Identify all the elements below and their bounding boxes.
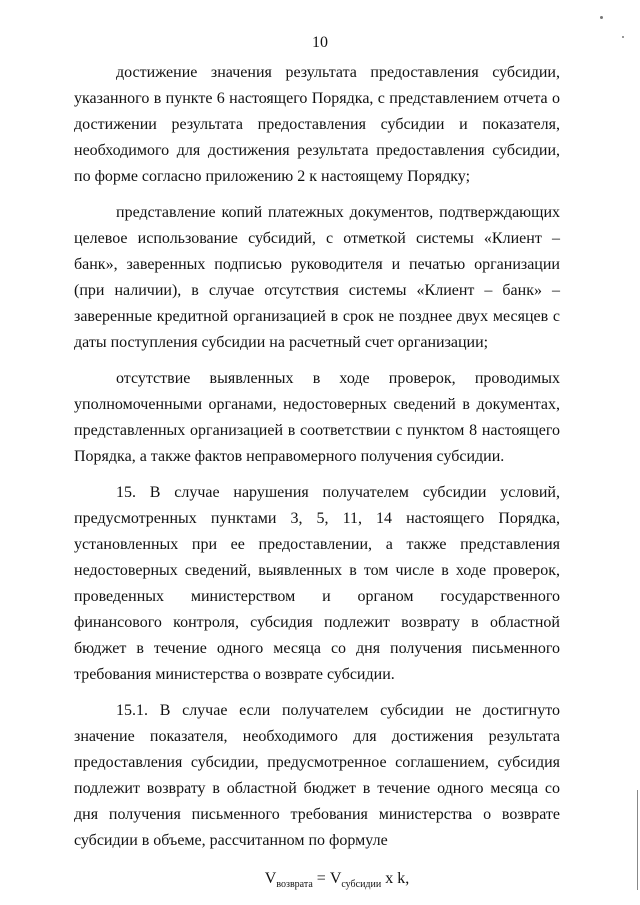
scan-speck	[600, 16, 603, 19]
refund-formula	[74, 866, 560, 898]
paragraph-payment-documents: представление копий платежных документов, подтверждающих целевое использование субсидий, с отметкой системы «Клиент – банк», заверенных подписью руководителя и печатью организации (при наличии), в случае отсутствия системы «Клиент – банк» – заверенные кредитной организацией в срок не позднее двух месяцев с даты поступления субсидии на расчетный счет организации;	[74, 204, 560, 351]
formula-tail: x k,	[381, 870, 410, 887]
formula-rhs: V	[329, 870, 342, 887]
paragraph-no-violations: отсутствие выявленных в ходе проверок, проводимых уполномоченными органами, недостоверных сведений в документах, представленных организацией в соответствии с пунктом 8 настоящего Порядка, а также фактов неправомерного получения субсидии.	[74, 370, 560, 465]
page-number: 10	[312, 34, 328, 51]
formula-lhs: V	[264, 870, 277, 887]
formula-equals: =	[312, 870, 330, 887]
paragraph-section-15: 15. В случае нарушения получателем субсидии условий, предусмотренных пунктами 3, 5, 11, 14 настоящего Порядка, установленных при ее предоставлении, а также представления недостоверных сведений, выявленных в том числе в ходе проверок, проведенных министерством и органом государственного финансового контроля, субсидия подлежит возврату в областной бюджет в течение одного месяца со дня получения письменного требования министерства о возврате субсидии.	[74, 484, 560, 683]
document-body	[74, 60, 560, 898]
paragraph-achievement-report: достижение значения результата предоставления субсидии, указанного в пункте 6 настоящего Порядка, с представлением отчета о достижении результата предоставления субсидии и показателя, необходимого для достижения результата предоставления субсидии, по форме согласно приложению 2 к настоящему Порядку;	[74, 64, 560, 185]
paragraph-section-15-1: 15.1. В случае если получателем субсидии не достигнуто значение показателя, необходимого для достижения результата предоставления субсидии, предусмотренное соглашением, субсидия подлежит возврату в областной бюджет в течение одного месяца со дня получения письменного требования министерства о возврате субсидии в объеме, рассчитанном по формуле	[74, 702, 560, 849]
scan-edge-line	[637, 790, 638, 890]
scan-speck	[622, 36, 624, 38]
formula-lhs-subscript: возврата	[276, 879, 313, 890]
formula-rhs-subscript: субсидии	[341, 879, 382, 890]
